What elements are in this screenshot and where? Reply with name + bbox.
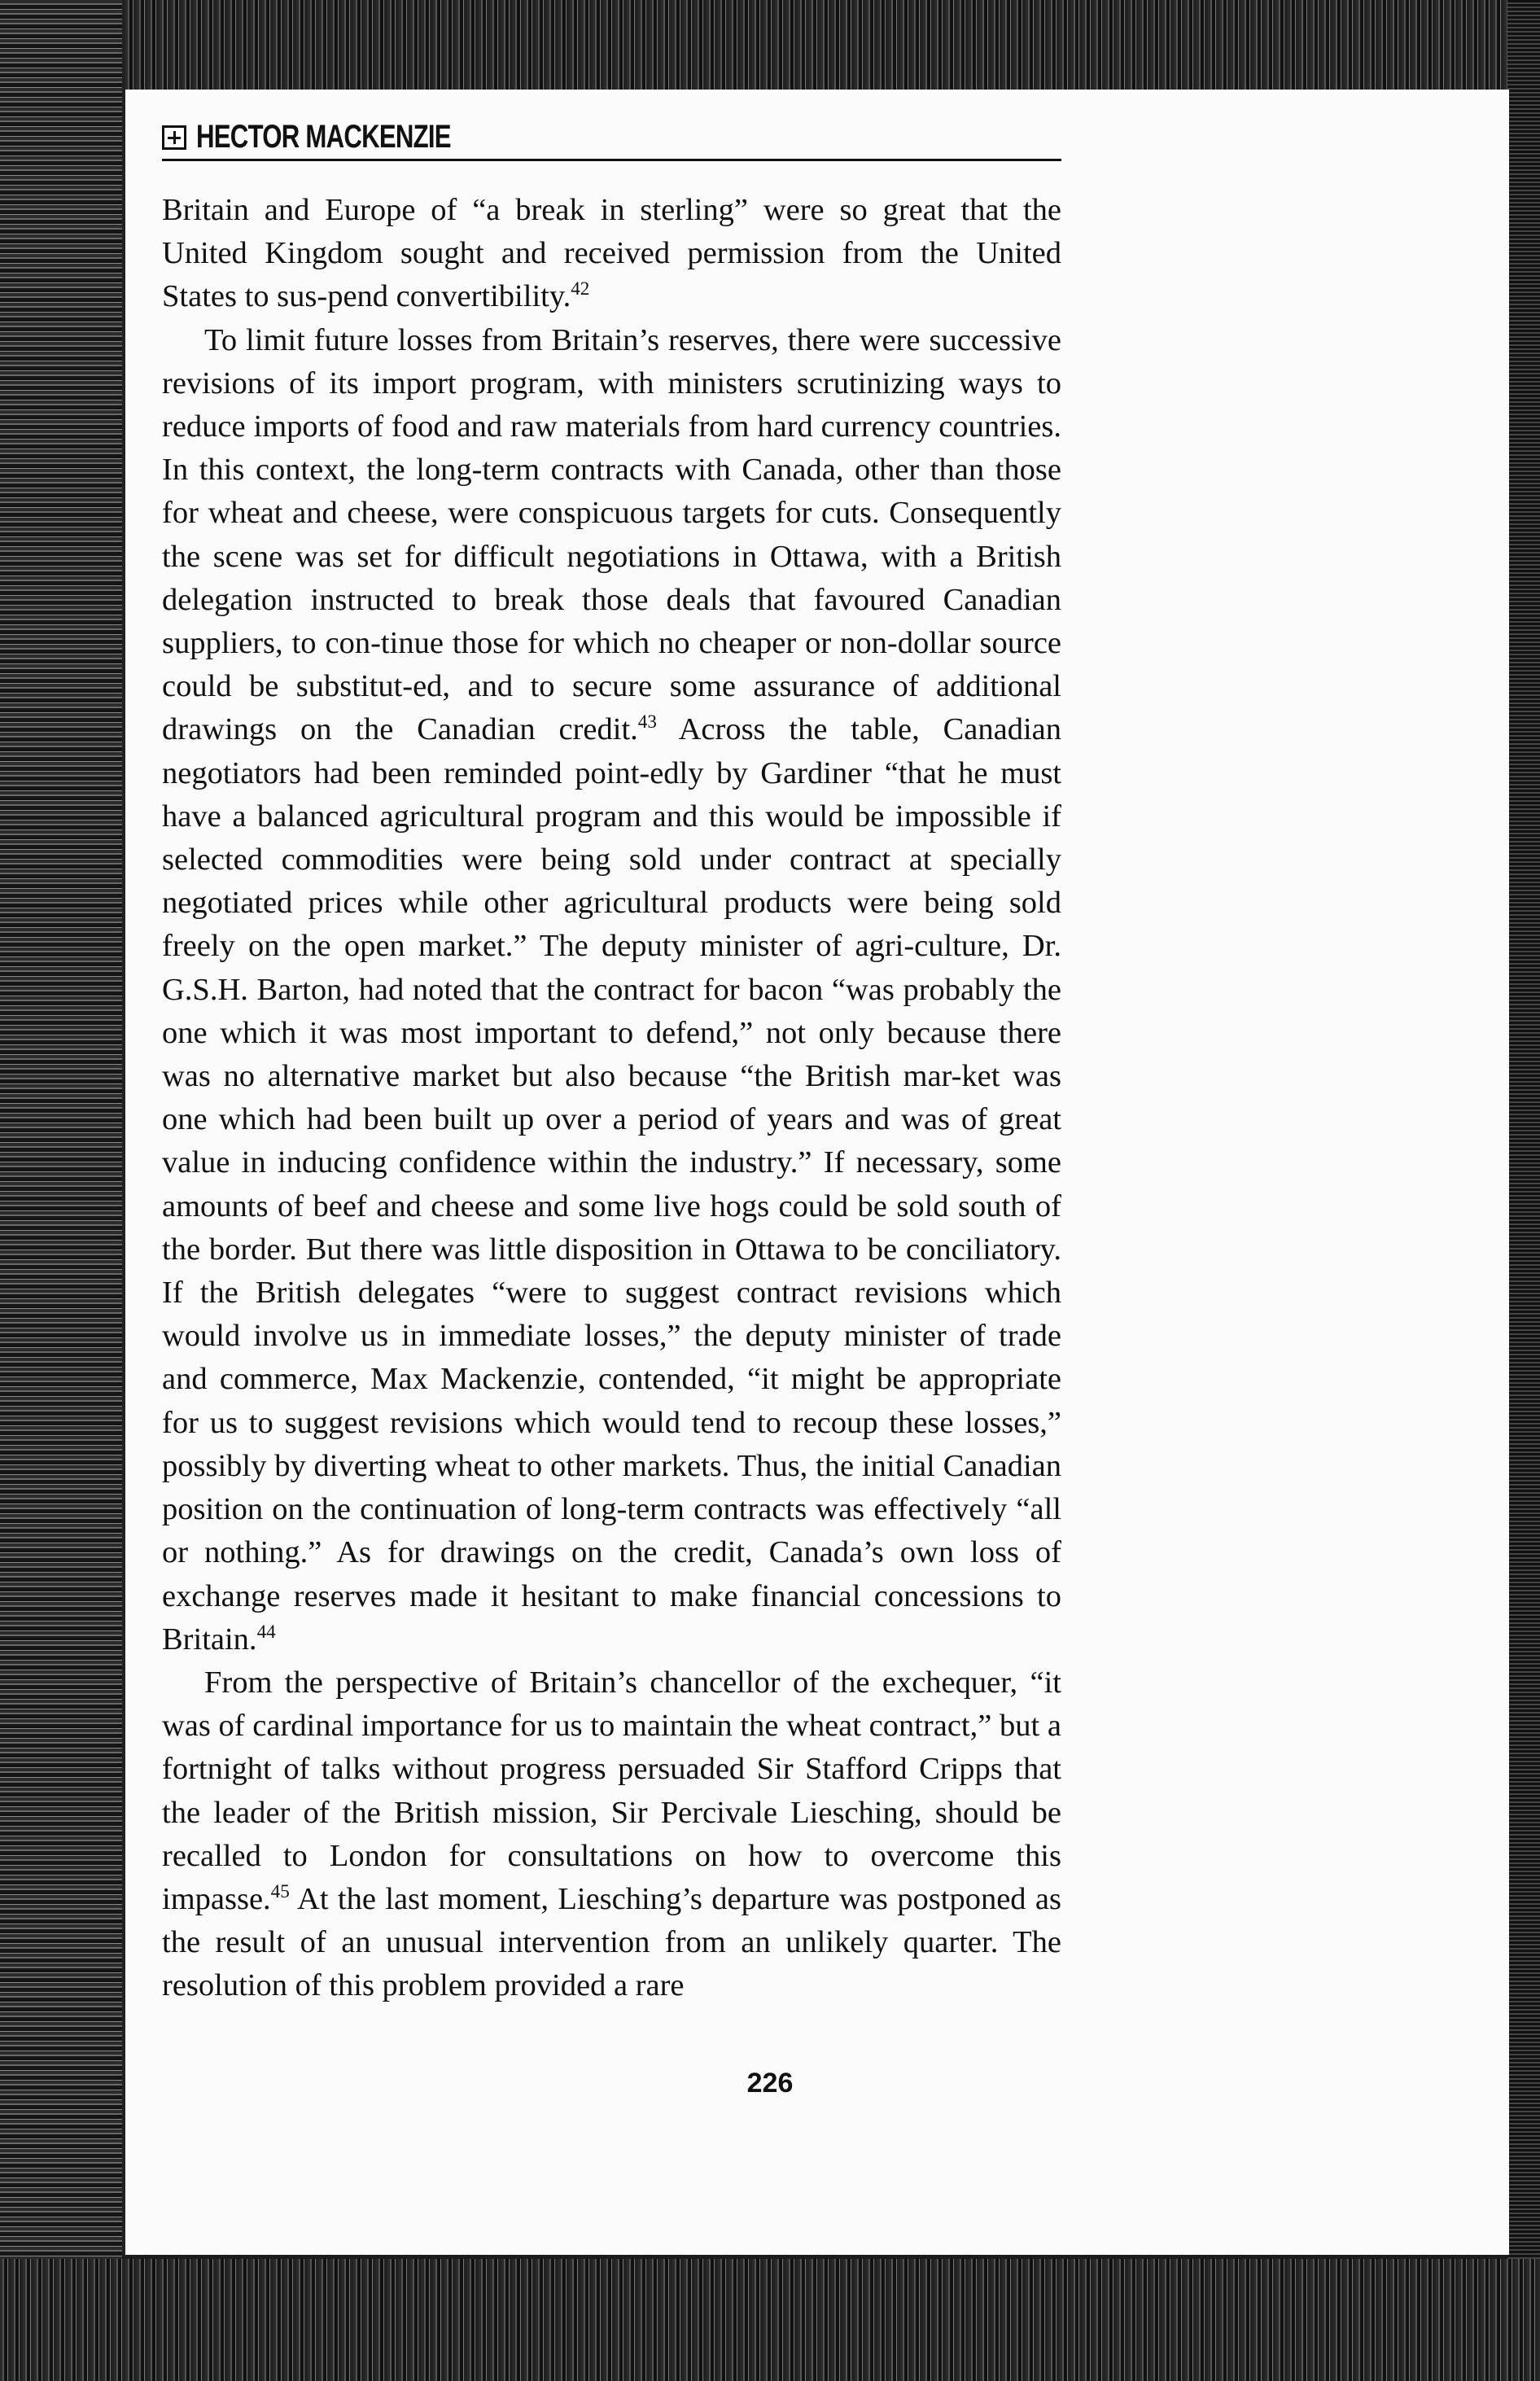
footnote-ref: 42: [571, 278, 590, 300]
paragraph-text: At the last moment, Liesching’s departure was postponed as the result of an unusual intervention from an unlikely quarter. The resolution of this problem provided a rare: [162, 1881, 1061, 2003]
body-text: [162, 189, 1061, 2008]
scan-bottom-edge: [0, 2259, 1540, 2381]
paragraph: [162, 1661, 1061, 2008]
paragraph: [162, 189, 1061, 319]
footnote-ref: 44: [256, 1620, 276, 1642]
book-ornament-icon: [162, 125, 186, 150]
scan-left-edge: [0, 0, 122, 2381]
scan-top-edge: [0, 0, 1540, 90]
paragraph-text: To limit future losses from Britain’s reserves, there were successive revisions of its import program, with ministers scrutinizing ways to reduce imports of food and raw materials from hard currency countries. In this context, the long-term contracts with Canada, other than those for wheat and cheese, were conspicuous targets for cuts. Consequently the scene was set for difficult negotiations in Ottawa, with a British delegation instructed to break those deals that favoured Canadian suppliers, to con-tinue those for which no cheaper or non-dollar source could be substitut-ed, and to secure some assurance of additional drawings on the Canadian credit.: [162, 322, 1061, 747]
scan-right-edge: [1507, 0, 1540, 2381]
running-head: [162, 119, 1061, 161]
paragraph-text: From the perspective of Britain’s chancellor of the exchequer, “it was of cardinal importance for us to maintain the wheat contract,” but a fortnight of talks without progress persuaded Sir Stafford Cripps that the leader of the British mission, Sir Percivale Liesching, should be recalled to London for consultations on how to overcome this impasse.: [162, 1665, 1061, 1916]
footnote-ref: 43: [637, 711, 657, 733]
paragraph-text: Across the table, Canadian negotiators had been reminded point-edly by Gardiner “that he must have a balanced agricultural program and this would be impossible if selected commodities were being sold under contract at specially negotiated prices while other agricultural products were being sold freely on the open market.” The deputy minister of agri-culture, Dr. G.S.H. Barton, had noted that the contract for bacon “was probably the one which it was most important to defend,” not only because there was no alternative market but also because “the British mar-ket was one which had been built up over a period of years and was of great value in inducing confidence within the industry.” If necessary, some amounts of beef and cheese and some live hogs could be sold south of the border. But there was little disposition in Ottawa to be conciliatory. If the British delegates “were to suggest contract revisions which would involve us in immediate losses,” the deputy minister of trade and commerce, Max Mackenzie, contended, “it might be appropriate for us to suggest revisions which would tend to recoup these losses,” possibly by diverting wheat to other markets. Thus, the initial Canadian position on the continuation of long-term contracts was effectively “all or nothing.” As for drawings on the credit, Canada’s own loss of exchange reserves made it hesitant to make financial concessions to Britain.: [162, 712, 1061, 1657]
paragraph-text: Britain and Europe of “a break in sterling” were so great that the United Kingdom sought and received permission from the United States to sus-pend convertibility.: [162, 193, 1061, 314]
paragraph: [162, 319, 1061, 1661]
running-head-title: HECTOR MACKENZIE: [196, 119, 451, 155]
page-number: 226: [746, 2068, 794, 2099]
footnote-ref: 45: [270, 1880, 290, 1902]
